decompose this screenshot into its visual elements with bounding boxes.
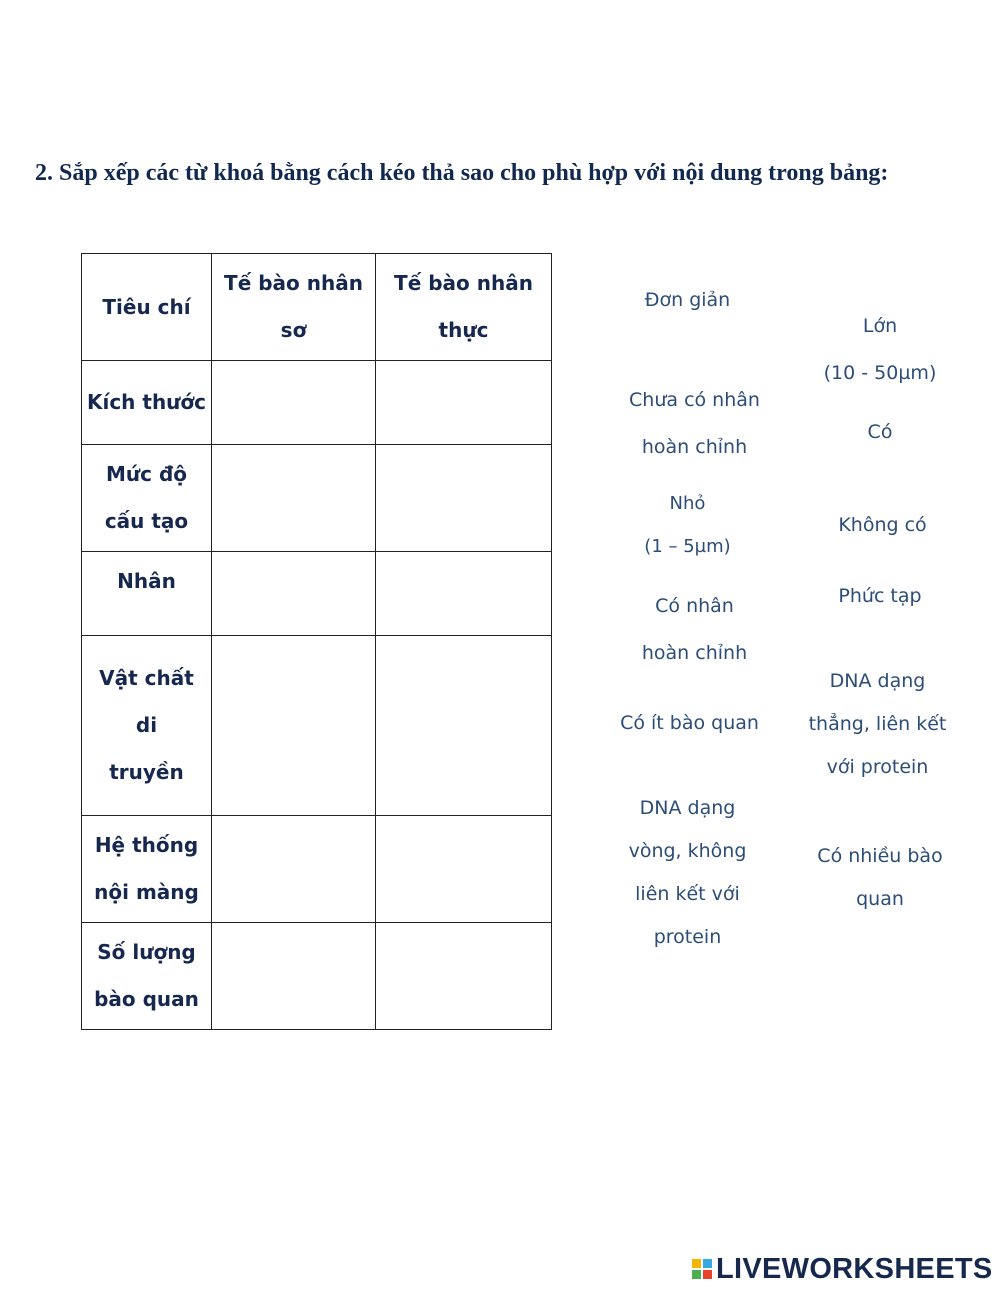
keyword-large-size[interactable]: Lớn (10 - 50µm) [823,315,937,384]
keyword-no-complete-nucleus[interactable]: Chưa có nhân hoàn chỉnh [629,389,760,458]
keyword-yes[interactable]: Có [867,421,893,443]
logo-mark-icon [692,1259,712,1279]
keyword-small-size[interactable]: Nhỏ (1 – 5µm) [644,493,731,557]
keyword-circular-dna[interactable]: DNA dạng vòng, không liên kết với protein [628,797,747,948]
drop-zone-size-prokaryote[interactable] [212,361,376,445]
drop-zone-endomembrane-prokaryote[interactable] [212,816,376,923]
drop-zone-endomembrane-eukaryote[interactable] [376,816,552,923]
drop-zone-organelle-prokaryote[interactable] [212,923,376,1030]
criterion-size: Kích thước [82,361,212,445]
instruction-text: 2. Sắp xếp các từ khoá bằng cách kéo thả sao cho phù hợp với nội dung trong bảng: [35,160,889,186]
header-prokaryote: Tế bào nhân sơ [212,254,376,361]
header-criteria: Tiêu chí [82,254,212,361]
drop-zone-nucleus-eukaryote[interactable] [376,552,552,636]
criterion-organelle-count: Số lượng bào quan [82,923,212,1030]
header-eukaryote: Tế bào nhân thực [376,254,552,361]
drop-zone-structure-eukaryote[interactable] [376,445,552,552]
keyword-simple[interactable]: Đơn giản [644,289,731,311]
liveworksheets-logo [692,1254,993,1284]
drop-zone-nucleus-prokaryote[interactable] [212,552,376,636]
keyword-many-organelles[interactable]: Có nhiều bào quan [817,845,943,910]
drop-zone-genetic-prokaryote[interactable] [212,636,376,816]
drop-zone-structure-prokaryote[interactable] [212,445,376,552]
keyword-few-organelles[interactable]: Có ít bào quan [620,712,759,734]
criterion-nucleus: Nhân [82,552,212,636]
criterion-endomembrane: Hệ thống nội màng [82,816,212,923]
comparison-table [81,253,552,1030]
drop-zone-organelle-eukaryote[interactable] [376,923,552,1030]
keyword-none[interactable]: Không có [838,514,927,536]
keyword-complex[interactable]: Phức tạp [838,585,922,607]
criterion-structure-level: Mức độ cấu tạo [82,445,212,552]
drop-zone-genetic-eukaryote[interactable] [376,636,552,816]
keyword-complete-nucleus[interactable]: Có nhân hoàn chỉnh [641,595,748,664]
drop-zone-size-eukaryote[interactable] [376,361,552,445]
keyword-linear-dna[interactable]: DNA dạng thẳng, liên kết với protein [808,670,947,778]
criterion-genetic-material: Vật chất di truyền [82,636,212,816]
logo-text: LIVEWORKSHEETS [716,1252,993,1285]
